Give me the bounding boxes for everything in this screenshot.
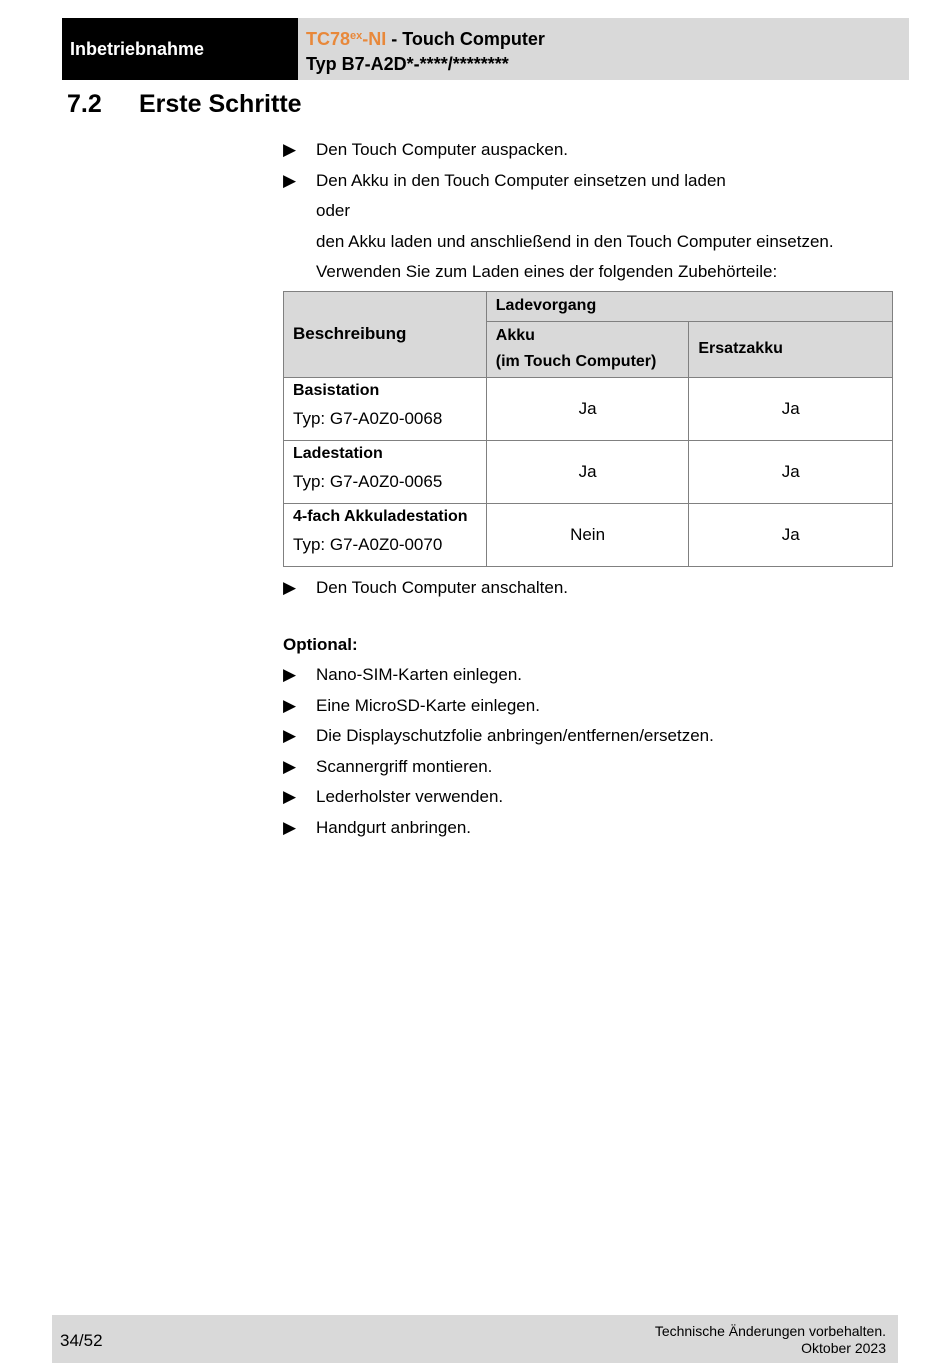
product-type: Typ B7-A2D*-****/********: [306, 54, 509, 74]
step-text: Den Touch Computer auspacken.: [316, 140, 569, 159]
table-cell-description: Basistation Typ: G7-A0Z0-0068: [284, 377, 487, 440]
footer-note-block: [655, 1323, 886, 1357]
page-footer: [52, 1315, 898, 1363]
step-item: [283, 166, 895, 197]
optional-item: [283, 660, 895, 691]
optional-text: Nano-SIM-Karten einlegen.: [316, 665, 523, 684]
optional-text: Eine MicroSD-Karte einlegen.: [316, 695, 540, 715]
bullet-triangle-icon: ▶: [283, 726, 297, 745]
bullet-triangle-icon: ▶: [283, 756, 297, 776]
table-row: [284, 377, 893, 440]
step-continuation: den Akku laden und anschließend in den Touch Computer einsetzen.: [316, 231, 834, 251]
product-brand: $TC78^{ex}-NI$: [306, 29, 387, 49]
bullet-triangle-icon: ▶: [283, 665, 297, 684]
main-content: [283, 135, 895, 843]
col-header-description: Beschreibung: [284, 291, 487, 377]
step-continuation: oder: [316, 201, 351, 220]
step-item: [283, 135, 895, 166]
table-cell-akku: Ja: [486, 440, 689, 503]
optional-item: [283, 721, 895, 752]
table-cell-ersatzakku: Ja: [689, 440, 893, 503]
header-section-text: Inbetriebnahme: [70, 38, 205, 59]
table-cell-ersatzakku: Ja: [689, 377, 893, 440]
optional-text: Scannergriff montieren.: [316, 756, 493, 776]
optional-text: Lederholster verwenden.: [316, 787, 504, 806]
step-text: Den Akku in den Touch Computer einsetzen und laden: [316, 170, 726, 190]
charging-table: [283, 291, 893, 567]
bullet-triangle-icon: ▶: [283, 577, 297, 597]
optional-item: [283, 691, 895, 722]
footer-date: Oktober 2023: [801, 1340, 886, 1356]
step-item: [283, 573, 895, 604]
product-title: - Touch Computer: [386, 29, 545, 49]
optional-text: Die Displayschutzfolie anbringen/entfernen/ersetzen.: [316, 726, 714, 745]
step-continuation: Verwenden Sie zum Laden eines der folgenden Zubehörteile:: [316, 262, 778, 281]
bullet-triangle-icon: ▶: [283, 817, 297, 837]
table-cell-ersatzakku: Ja: [689, 503, 893, 566]
table-row: [284, 503, 893, 566]
optional-item: [283, 813, 895, 844]
table-cell-akku: Ja: [486, 377, 689, 440]
optional-item: [283, 752, 895, 783]
bullet-triangle-icon: ▶: [283, 140, 297, 159]
optional-item: [283, 782, 895, 813]
optional-heading: Optional:: [283, 635, 358, 654]
header-section-label: [62, 18, 298, 80]
optional-text: Handgurt anbringen.: [316, 817, 472, 837]
col-header-ersatzakku: Ersatzakku: [689, 321, 893, 377]
footer-note: Technische Änderungen vorbehalten.: [654, 1323, 886, 1339]
page-number: 34/52: [60, 1331, 103, 1350]
col-header-akku: Akku (im Touch Computer): [486, 321, 689, 377]
section-heading: [67, 90, 302, 119]
col-header-group: Ladevorgang: [486, 291, 892, 321]
section-number: 7.2: [67, 90, 102, 118]
table-cell-description: Ladestation Typ: G7-A0Z0-0065: [284, 440, 487, 503]
bullet-triangle-icon: ▶: [283, 787, 297, 806]
section-title: Erste Schritte: [139, 90, 302, 118]
table-cell-akku: Nein: [486, 503, 689, 566]
product-title-line: [306, 24, 909, 52]
step-text: Den Touch Computer anschalten.: [316, 577, 569, 597]
header-product: [298, 18, 909, 80]
table-row: [284, 440, 893, 503]
bullet-triangle-icon: ▶: [283, 695, 297, 715]
bullet-triangle-icon: ▶: [283, 170, 297, 190]
table-cell-description: 4-fach Akkuladestation Typ: G7-A0Z0-0070: [284, 503, 487, 566]
